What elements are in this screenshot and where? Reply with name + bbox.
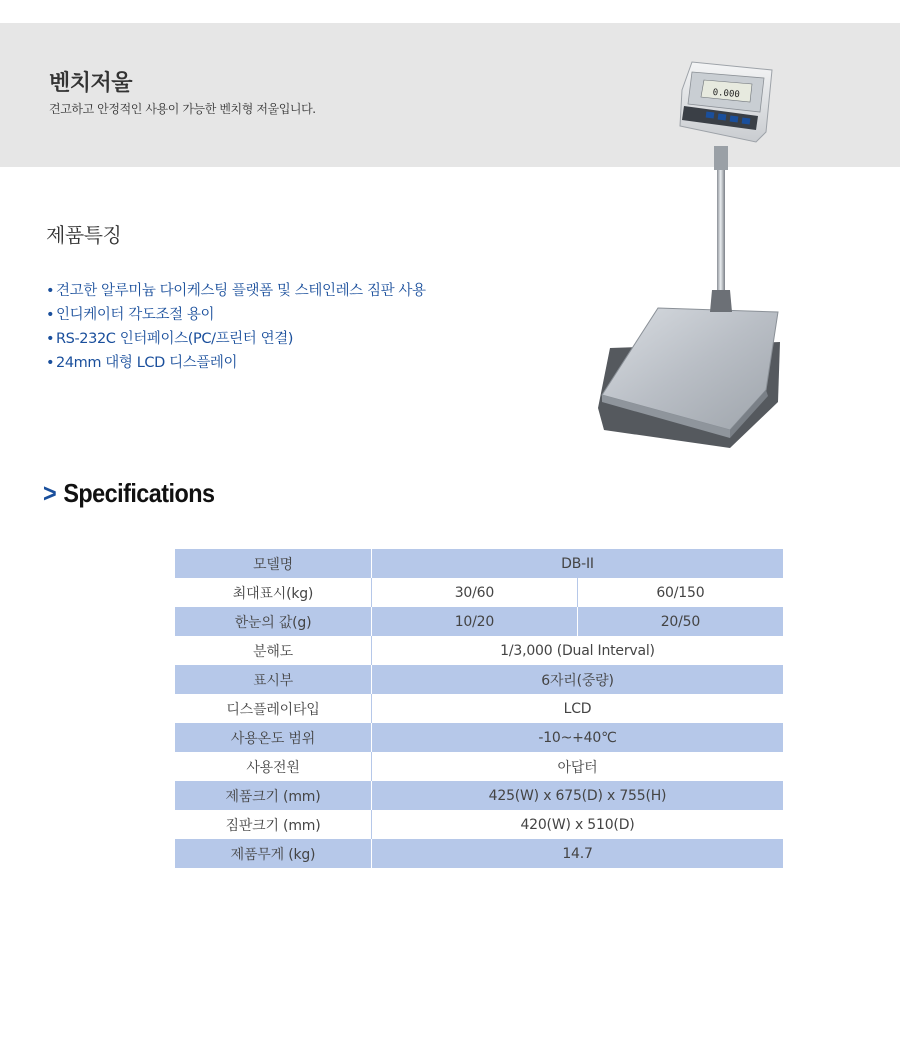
spec-label: 디스플레이타입: [175, 694, 372, 723]
table-row: [175, 694, 783, 723]
spec-label: 제품크기 (mm): [175, 781, 372, 810]
spec-label: 모델명: [175, 549, 372, 578]
chevron-right-icon: >: [43, 478, 57, 508]
bullet-icon: •: [46, 307, 55, 323]
spec-label: 한눈의 값(g): [175, 607, 372, 636]
feature-item: [46, 279, 426, 303]
spec-label: 표시부: [175, 665, 372, 694]
table-row: [175, 578, 783, 607]
spec-value: 14.7: [372, 839, 784, 868]
table-row: [175, 810, 783, 839]
spec-label: 사용전원: [175, 752, 372, 781]
specifications-heading: [43, 478, 214, 509]
feature-item: [46, 303, 426, 327]
feature-text: 인디케이터 각도조절 용이: [56, 307, 215, 323]
spec-value: -10~+40℃: [372, 723, 784, 752]
spec-value: 60/150: [577, 578, 783, 607]
bullet-icon: •: [46, 355, 55, 371]
spec-value: LCD: [372, 694, 784, 723]
table-row: [175, 636, 783, 665]
feature-text: 견고한 알루미늄 다이케스팅 플랫폼 및 스테인레스 짐판 사용: [56, 283, 426, 299]
spec-label: 분해도: [175, 636, 372, 665]
table-row: [175, 665, 783, 694]
specifications-title: Specifications: [63, 478, 215, 508]
spec-value: 30/60: [372, 578, 578, 607]
bullet-icon: •: [46, 283, 55, 299]
spec-value: 아답터: [372, 752, 784, 781]
features-heading: 제품특징: [46, 223, 122, 247]
table-row: [175, 781, 783, 810]
spec-label: 짐판크기 (mm): [175, 810, 372, 839]
table-row: [175, 607, 783, 636]
spec-label: 사용온도 범위: [175, 723, 372, 752]
feature-list: [46, 279, 426, 375]
spec-table: [175, 549, 783, 868]
bench-scale-image: [580, 50, 800, 460]
spec-label: 최대표시(kg): [175, 578, 372, 607]
table-row: [175, 549, 783, 578]
table-row: [175, 723, 783, 752]
table-row: [175, 839, 783, 868]
spec-value: 1/3,000 (Dual Interval): [372, 636, 784, 665]
feature-item: [46, 327, 426, 351]
spec-value: 6자리(중량): [372, 665, 784, 694]
feature-text: RS-232C 인터페이스(PC/프린터 연결): [56, 331, 294, 347]
page-title: 벤치저울: [49, 71, 133, 96]
feature-item: [46, 351, 426, 375]
table-row: [175, 752, 783, 781]
spec-label: 제품무게 (kg): [175, 839, 372, 868]
bullet-icon: •: [46, 331, 55, 347]
spec-value: 425(W) x 675(D) x 755(H): [372, 781, 784, 810]
spec-value: 10/20: [372, 607, 578, 636]
feature-text: 24mm 대형 LCD 디스플레이: [56, 355, 238, 371]
spec-value: 420(W) x 510(D): [372, 810, 784, 839]
scale-display-readout: 0.000: [712, 87, 741, 101]
page-subtitle: 견고하고 안정적인 사용이 가능한 벤치형 저울입니다.: [49, 102, 316, 116]
spec-value: DB-II: [372, 549, 784, 578]
spec-value: 20/50: [577, 607, 783, 636]
